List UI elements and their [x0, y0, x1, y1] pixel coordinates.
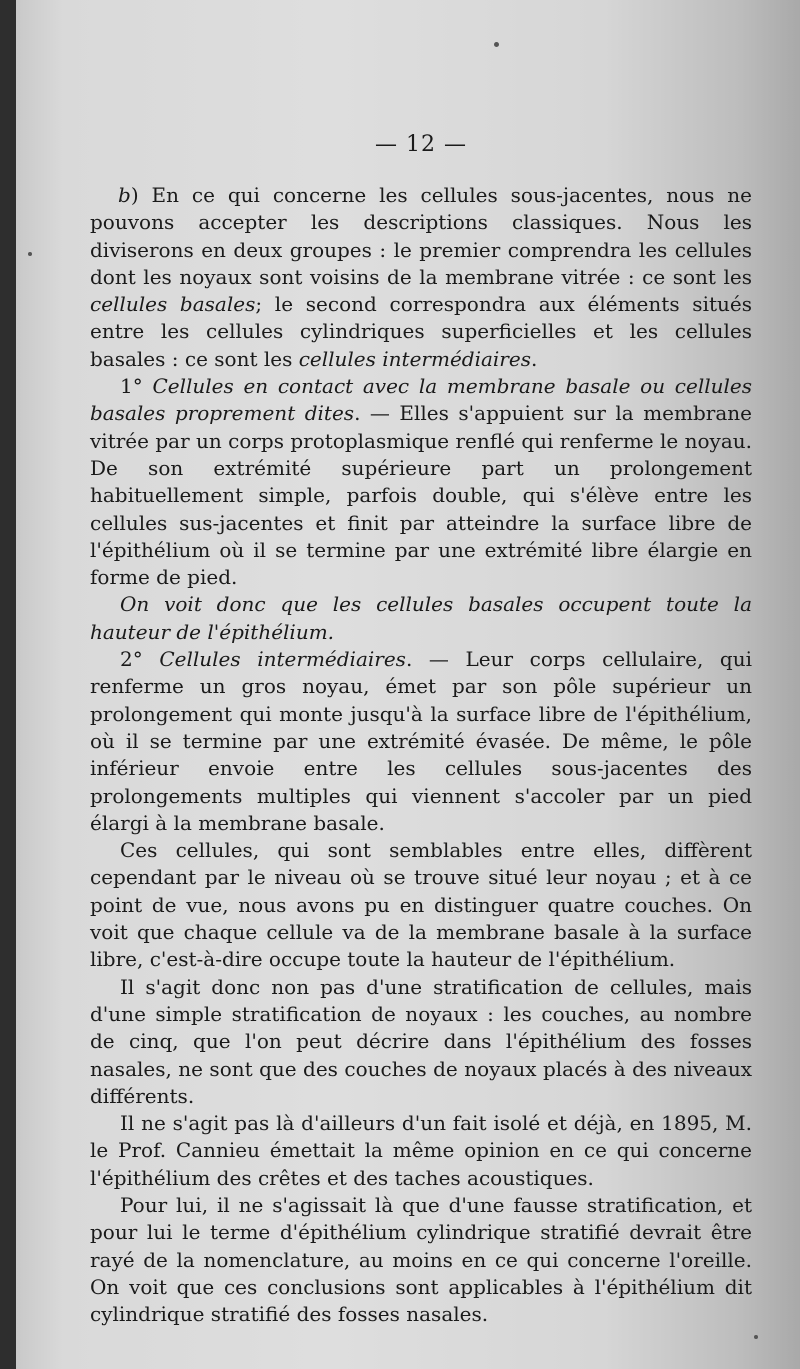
text-run: . — [530, 346, 538, 371]
italic-text: On voit donc que les cellules basales occupent toute la hauteur de l'épithélium. — [90, 592, 752, 644]
paragraph — [90, 974, 752, 1110]
italic-text: b — [118, 183, 131, 207]
paragraph — [90, 646, 752, 837]
italic-text: cellules intermédiaires — [298, 346, 531, 371]
text-run: . — Leur corps cellulaire, qui renferme un gros noyau, émet par son pôle supérieur un prolongement qui monte jusqu'à la surface libre de l'épithélium, où il se termine par une extrémité évasée. De même, le pôle inférieur envoie entre les cellules sous-jacentes des prolongements multiples qui viennent s'accoler par un pied élargi à la membrane basale. — [90, 647, 752, 835]
paragraph — [90, 591, 752, 646]
text-run: ) En ce qui concerne les cellules sous-jacentes, nous ne pouvons accepter les descriptions classiques. Nous les diviserons en deux groupes : le premier comprendra les cellules dont les noyaux sont voisins de la membrane vitrée : ce sont les — [90, 183, 752, 289]
text-run: Pour lui, il ne s'agissait là que d'une fausse stratification, et pour lui le terme d'épithélium cylindrique stratifié devrait être rayé de la nomenclature, au moins en ce qui concerne l'oreille. On voit que ces conclusions sont applicables à l'épithélium dit cylindrique stratifié des fosses nasales. — [90, 1192, 752, 1327]
text-run: Il ne s'agit pas là d'ailleurs d'un fait isolé et déjà, en 1895, M. le Prof. Cannieu émettait la même opinion en ce qui concerne l'épithélium des crêtes et des taches acoustiques. — [90, 1111, 752, 1190]
paragraph — [90, 1192, 752, 1328]
book-page — [16, 0, 800, 1369]
paragraph — [90, 182, 752, 373]
text-run: . — Elles s'appuient sur la membrane vitrée par un corps protoplasmique renflé qui renferme le noyau. De son extrémité supérieure part un prolongement habituellement simple, parfois double, qui s'élève entre les cellules sus-jacentes et finit par atteindre la surface libre de l'épithélium où il se termine par une extrémité libre élargie en forme de pied. — [90, 401, 752, 590]
paragraph — [90, 1110, 752, 1192]
text-run: 2° — [120, 647, 160, 672]
ink-speck — [28, 252, 32, 256]
text-run: ; le second correspondra aux éléments situés entre les cellules cylindriques superficielles et les cellules basales : ce sont les — [90, 292, 752, 371]
ink-speck — [754, 1335, 758, 1339]
text-run: Ces cellules, qui sont semblables entre elles, diffèrent cependant par le niveau où se trouve situé leur noyau ; et à ce point de vue, nous avons pu en distinguer quatre couches. On voit que chaque cellule va de la membrane basale à la surface libre, c'est-à-dire occupe toute la hauteur de l'épithélium. — [90, 838, 752, 972]
page-number: — 12 — — [375, 132, 467, 157]
italic-text: Cellules intermédiaires — [159, 647, 406, 672]
italic-text: Cellules en contact avec la membrane basale ou cellules basales proprement dites — [90, 374, 752, 426]
paragraph — [90, 373, 752, 591]
text-run: 1° — [120, 374, 153, 399]
paragraph — [90, 837, 752, 973]
italic-text: cellules basales — [90, 292, 256, 317]
body-text — [90, 182, 752, 1328]
ink-speck — [494, 42, 499, 47]
text-run: Il s'agit donc non pas d'une stratification de cellules, mais d'une simple stratification de noyaux : les couches, au nombre de cinq, que l'on peut décrire dans l'épithélium des fosses nasales, ne sont que des couches de noyaux placés à des niveaux différents. — [90, 974, 752, 1108]
